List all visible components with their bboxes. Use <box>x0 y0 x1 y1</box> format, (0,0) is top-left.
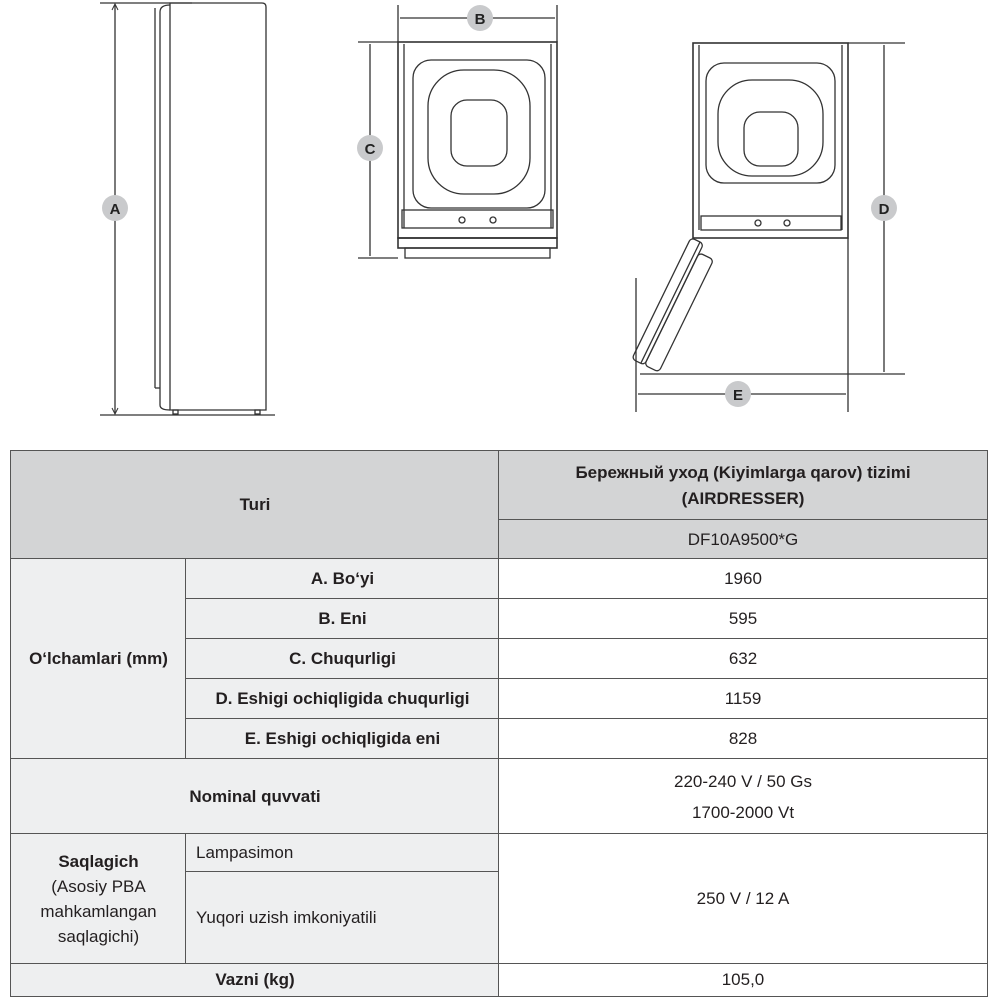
dimension-value-c: 632 <box>498 638 988 680</box>
label-e: E <box>732 387 744 404</box>
dimension-label-a: A. Bo‘yi <box>185 558 500 600</box>
product-name-line1: Бережный уход (Kiyimlarga qarov) tizimi <box>575 462 911 482</box>
dimension-label-e: E. Eshigi ochiqligida eni <box>185 718 500 760</box>
fuse-subtitle-3: saqlagichi) <box>57 927 140 946</box>
label-b: B <box>474 11 486 28</box>
fuse-title: Saqlagich <box>58 852 139 871</box>
power-wattage: 1700-2000 Vt <box>691 802 795 822</box>
appliance-body <box>170 3 266 410</box>
power-value <box>498 758 988 835</box>
fuse-type-high-breaking: Yuqori uzish imkoniyatili <box>185 871 500 965</box>
dimension-label-b: B. Eni <box>185 598 500 640</box>
label-a: A <box>109 201 121 218</box>
dimension-diagrams <box>0 0 1000 440</box>
type-header: Turi <box>10 450 500 560</box>
label-d: D <box>878 201 890 218</box>
dimension-value-d: 1159 <box>498 678 988 720</box>
weight-value: 105,0 <box>498 963 988 997</box>
model-header: DF10A9500*G <box>498 519 988 560</box>
fuse-subtitle-1: (Asosiy PBA <box>51 877 146 896</box>
power-voltage: 220-240 V / 50 Gs <box>674 771 812 791</box>
fuse-type-lamp: Lampasimon <box>185 833 500 873</box>
top-view-closed-diagram <box>357 5 557 258</box>
dimension-label-d: D. Eshigi ochiqligida chuqurligi <box>185 678 500 720</box>
dimensions-label: O‘lchamlari (mm) <box>10 558 187 760</box>
top-view-open-diagram <box>632 43 905 412</box>
side-view-diagram <box>100 3 275 415</box>
dimension-value-a: 1960 <box>498 558 988 600</box>
appliance-door <box>160 5 170 410</box>
product-name-line2: (AIRDRESSER) <box>681 488 805 508</box>
dimension-value-e: 828 <box>498 718 988 760</box>
power-label: Nominal quvvati <box>10 758 500 835</box>
dimension-label-c: C. Chuqurligi <box>185 638 500 680</box>
fuse-value: 250 V / 12 A <box>498 833 988 965</box>
label-c: C <box>364 141 376 158</box>
fuse-subtitle-2: mahkamlangan <box>40 902 157 921</box>
fuse-label <box>10 833 187 965</box>
weight-label: Vazni (kg) <box>10 963 500 997</box>
product-name-header <box>498 450 988 521</box>
dimension-value-b: 595 <box>498 598 988 640</box>
